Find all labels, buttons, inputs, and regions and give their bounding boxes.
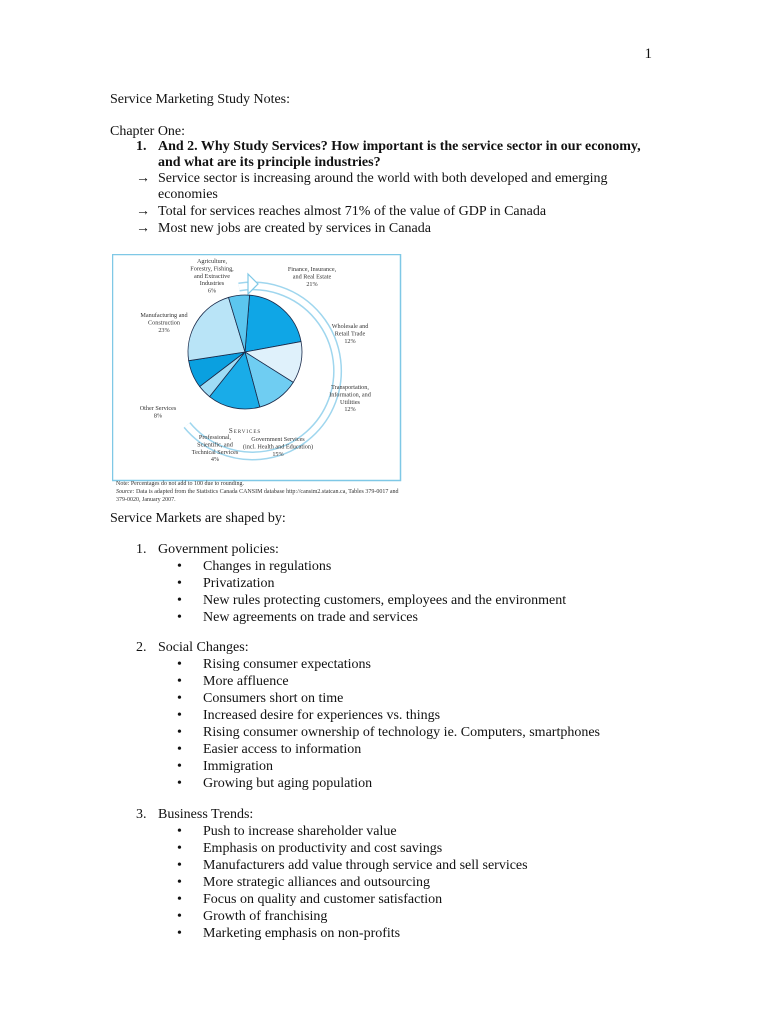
list-item — [176, 690, 656, 707]
list-item — [176, 673, 656, 690]
list-item-text: Immigration — [203, 759, 273, 774]
slice-label-line: Government Services — [251, 436, 305, 443]
section-number: 2. — [136, 640, 147, 655]
list-item-text: Privatization — [203, 576, 275, 591]
bullet-icon: • — [177, 892, 182, 907]
document-title: Service Marketing Study Notes: — [110, 92, 291, 107]
slice-label-line: 12% — [344, 406, 356, 414]
list-item-text: Growing but aging population — [203, 776, 373, 791]
list-item-text: Consumers short on time — [203, 691, 344, 706]
slice-label-line: 8% — [153, 412, 163, 420]
bullet-icon: • — [177, 875, 182, 890]
slice-label-line: Agriculture, — [196, 258, 228, 265]
slice-label-line: 6% — [207, 287, 217, 295]
source-body: Data is adapted from the Statistics Canada CANSIM database http://cansim2.statcan.ca, Tables 379-0017 and 379-0020, January 2007. — [116, 489, 399, 503]
list-item — [176, 908, 656, 925]
bullet-icon: • — [177, 841, 182, 856]
slice-label-line: Construction — [148, 319, 180, 327]
slice-label-line: Forestry, Fishing, — [190, 265, 234, 273]
note-text: Note: Percentages do not add to 100 due to rounding. — [116, 481, 244, 487]
list-item — [176, 724, 656, 741]
source-text — [116, 488, 406, 504]
slice-label-line: Professional, — [198, 434, 232, 441]
slice-label-line: Manufacturing and — [140, 312, 188, 319]
list-item-text: New agreements on trade and services — [203, 610, 418, 625]
slice-label-line: Technical Services — [191, 448, 239, 456]
list-item — [176, 758, 656, 775]
list-item-text: More strategic alliances and outsourcing — [203, 875, 431, 890]
bullet-icon: • — [177, 824, 182, 839]
key-point-text: Total for services reaches almost 71% of the value of GDP in Canada — [158, 204, 547, 219]
slice-label-line: Wholesale and — [331, 323, 369, 330]
chapter-heading: Chapter One: — [110, 124, 186, 139]
services-pie-chart — [112, 254, 404, 482]
key-point-text: Service sector is increasing around the world with both developed and emerging economies — [158, 171, 608, 202]
list-item-text: Manufacturers add value through service and sell services — [203, 858, 528, 873]
list-item — [176, 857, 656, 874]
list-item-text: Growth of franchising — [203, 909, 328, 924]
slice-label-line: (incl. Health and Education) — [242, 443, 314, 451]
slice-label-line: 12% — [344, 337, 356, 345]
slice-label-line: 4% — [210, 456, 220, 464]
list-item — [176, 707, 656, 724]
list-item-text: Increased desire for experiences vs. things — [203, 708, 441, 723]
arrow-icon: → — [136, 204, 150, 219]
bullet-list — [176, 823, 656, 942]
slice-label-line: Transportation, — [331, 384, 369, 391]
section-title-text: Government policies: — [158, 542, 279, 557]
key-point — [136, 171, 656, 203]
figure-note — [116, 480, 406, 504]
list-item — [176, 592, 656, 609]
services-figure — [112, 254, 404, 516]
key-point-text: Most new jobs are created by services in Canada — [158, 221, 431, 236]
bullet-icon: • — [177, 593, 182, 608]
section-title-text: Business Trends: — [158, 807, 254, 822]
list-item — [176, 775, 656, 792]
slice-label-line: and Extractive — [194, 272, 230, 280]
bullet-icon: • — [177, 742, 182, 757]
list-item-text: Push to increase shareholder value — [203, 824, 397, 839]
bullet-icon: • — [177, 691, 182, 706]
slice-label-line: Scientific, and — [197, 441, 233, 449]
list-item-text: Emphasis on productivity and cost savings — [203, 841, 443, 856]
list-item — [176, 891, 656, 908]
slice-label-line: Utilities — [340, 398, 360, 406]
bullet-icon: • — [177, 576, 182, 591]
bullet-list — [176, 656, 656, 792]
list-item-text: Marketing emphasis on non-profits — [203, 926, 401, 941]
slice-label-line: Information, and — [329, 391, 371, 399]
bullet-icon: • — [177, 657, 182, 672]
arrow-icon: → — [136, 221, 150, 236]
question-text: And 2. Why Study Services? How important is the service sector in our economy, and what are its principle industries? — [158, 139, 641, 170]
source-label: Source: — [116, 489, 135, 495]
list-item — [176, 575, 656, 592]
bullet-icon: • — [177, 708, 182, 723]
slice-label-line: and Real Estate — [292, 273, 332, 281]
slice-label-line: Finance, Insurance, — [287, 266, 337, 273]
list-item — [176, 558, 656, 575]
arrow-icon: → — [136, 171, 150, 186]
list-item-text: Easier access to information — [203, 742, 362, 757]
bullet-icon: • — [177, 759, 182, 774]
section-title-text: Social Changes: — [158, 640, 249, 655]
key-point — [136, 221, 656, 237]
bullet-icon: • — [177, 776, 182, 791]
bullet-icon: • — [177, 909, 182, 924]
bullet-icon: • — [177, 725, 182, 740]
slice-label-line: Other Services — [139, 405, 177, 412]
key-points-list — [136, 171, 656, 238]
list-item — [176, 840, 656, 857]
section-number: 1. — [136, 542, 147, 557]
slice-label-line: 23% — [158, 326, 170, 334]
bullet-icon: • — [177, 926, 182, 941]
list-item-text: Changes in regulations — [203, 559, 332, 574]
ring-label: Services — [228, 427, 262, 435]
bullet-icon: • — [177, 559, 182, 574]
list-item-text: More affluence — [203, 674, 289, 689]
list-item-text: Rising consumer ownership of technology ie. Computers, smartphones — [203, 725, 600, 740]
question-number: 1. — [136, 139, 147, 154]
list-item — [176, 656, 656, 673]
list-item — [176, 925, 656, 942]
slice-label-line: 15% — [272, 450, 284, 458]
list-item — [176, 609, 656, 626]
page-number: 1 — [644, 46, 652, 62]
slice-label-line: Retail Trade — [334, 330, 366, 338]
bullet-icon: • — [177, 610, 182, 625]
bullet-icon: • — [177, 858, 182, 873]
section-number: 3. — [136, 807, 147, 822]
list-item-text: Rising consumer expectations — [203, 657, 371, 672]
list-item — [176, 741, 656, 758]
bullet-list — [176, 558, 656, 626]
key-point — [136, 204, 656, 220]
list-item — [176, 823, 656, 840]
slice-label-line: 21% — [306, 280, 318, 288]
slice-label-line: Industries — [199, 280, 225, 288]
list-item — [176, 874, 656, 891]
list-item-text: New rules protecting customers, employees and the environment — [203, 593, 567, 608]
list-item-text: Focus on quality and customer satisfaction — [203, 892, 443, 907]
bullet-icon: • — [177, 674, 182, 689]
markets-heading: Service Markets are shaped by: — [110, 511, 286, 526]
